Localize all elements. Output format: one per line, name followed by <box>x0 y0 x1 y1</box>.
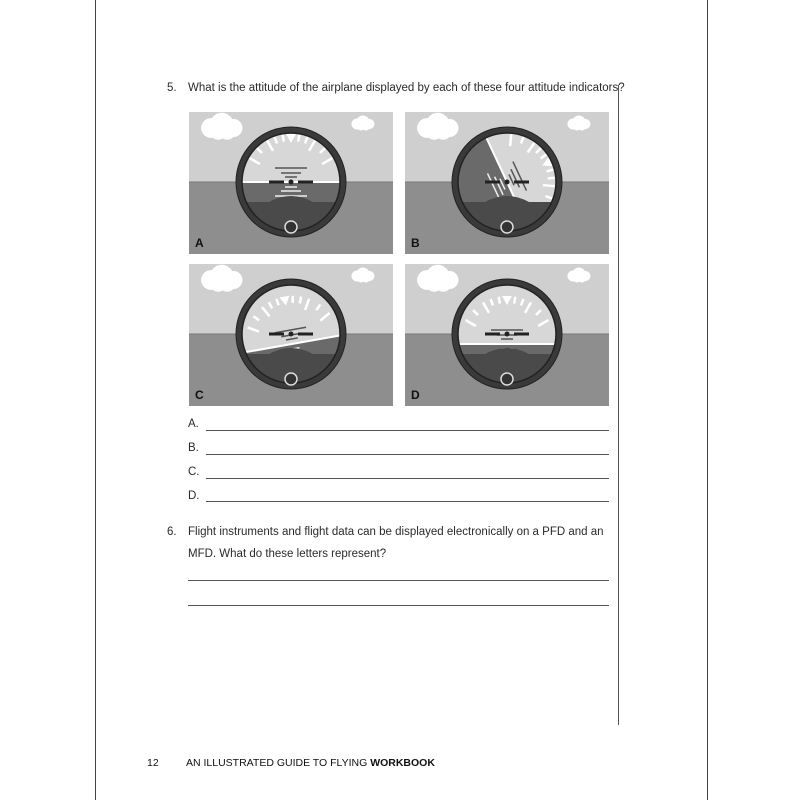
panel-letter-c: C <box>195 388 204 402</box>
attitude-indicator-c <box>189 264 393 406</box>
attitude-indicator-d <box>405 264 609 406</box>
attitude-indicator-panel-c <box>189 264 393 406</box>
answer-line-b[interactable] <box>206 454 609 455</box>
book-title-text: AN ILLUSTRATED GUIDE TO FLYING <box>186 757 371 769</box>
workbook-page <box>95 0 708 800</box>
question-6-number: 6. <box>167 526 177 538</box>
answer-label-b: B. <box>188 442 199 454</box>
adjustment-knob <box>501 221 513 233</box>
margin-rule <box>618 85 619 725</box>
attitude-indicator-panel-d <box>405 264 609 406</box>
attitude-indicator-a <box>189 112 393 254</box>
answer-label-d: D. <box>188 490 200 502</box>
question-6-text-line-1: Flight instruments and flight data can be displayed electronically on a PFD and an <box>188 526 604 538</box>
adjustment-knob <box>285 373 297 385</box>
adjustment-knob <box>501 373 513 385</box>
panel-letter-b: B <box>411 236 420 250</box>
answer-line-a[interactable] <box>206 430 609 431</box>
answer-label-a: A. <box>188 418 199 430</box>
book-title-bold: WORKBOOK <box>370 757 435 769</box>
attitude-indicator-b <box>405 112 609 254</box>
question-5-number: 5. <box>167 82 177 94</box>
answer-line-6-1[interactable] <box>188 580 609 581</box>
attitude-indicator-panel-a <box>189 112 393 254</box>
panel-letter-d: D <box>411 388 420 402</box>
adjustment-knob <box>285 221 297 233</box>
answer-line-c[interactable] <box>206 478 609 479</box>
attitude-indicator-panel-b <box>405 112 609 254</box>
question-6-text-line-2: MFD. What do these letters represent? <box>188 548 387 560</box>
page-number: 12 <box>147 757 159 769</box>
answer-line-6-2[interactable] <box>188 605 609 606</box>
answer-label-c: C. <box>188 466 200 478</box>
panel-letter-a: A <box>195 236 204 250</box>
question-5-text: What is the attitude of the airplane displayed by each of these four attitude indicators? <box>188 82 625 94</box>
answer-line-d[interactable] <box>206 501 609 502</box>
book-title <box>186 757 435 769</box>
